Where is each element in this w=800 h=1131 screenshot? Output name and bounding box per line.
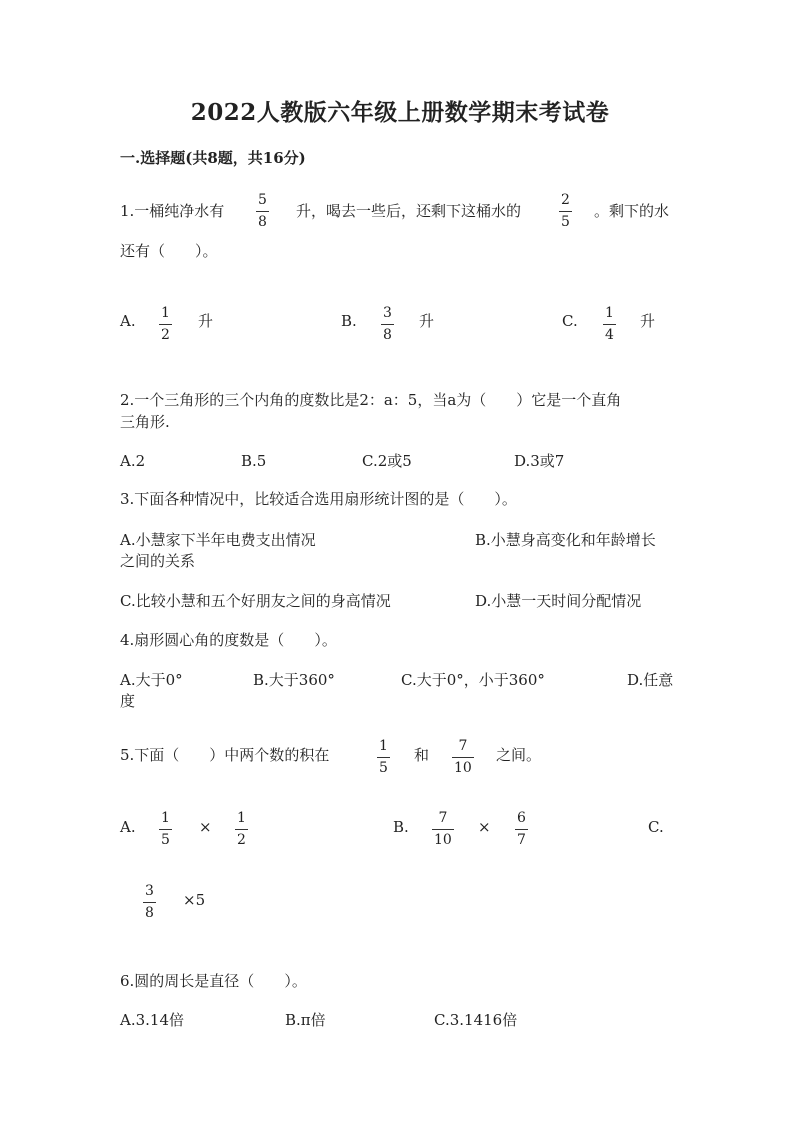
q2-option-d: D.3或7 (514, 452, 565, 470)
q5-option-a-fraction-1 (159, 811, 172, 848)
q6-option-c: C.3.1416倍 (434, 1011, 518, 1029)
fraction-bar (256, 211, 269, 212)
q1-stem-part3: 。剩下的水 (594, 202, 670, 220)
fraction-numerator: 1 (237, 810, 246, 826)
q1-option-c-label: C. (562, 312, 578, 330)
fraction-denominator: 10 (454, 760, 472, 776)
fraction-numerator: 2 (561, 192, 570, 208)
q5-option-b-operator: × (478, 818, 491, 836)
q3-option-c: C.比较小慧和五个好朋友之间的身高情况 (120, 592, 391, 610)
q2-stem-line2: 三角形. (120, 413, 170, 431)
q1-option-b-label: B. (341, 312, 357, 330)
section-heading: 一.选择题(共8题，共16分) (120, 149, 306, 167)
q2-option-b: B.5 (241, 452, 267, 470)
fraction-bar (559, 211, 572, 212)
q5-stem-part1: 5.下面（ ）中两个数的积在 (120, 746, 330, 764)
q5-option-b-label: B. (393, 818, 409, 836)
q1-option-a-label: A. (120, 312, 136, 330)
q6-option-a: A.3.14倍 (120, 1011, 184, 1029)
q1-stem-part2: 升，喝去一些后，还剩下这桶水的 (296, 202, 522, 220)
fraction-numerator: 5 (258, 192, 267, 208)
q5-option-c-label: C. (648, 818, 664, 836)
q1-option-c-unit: 升 (640, 312, 656, 330)
q5-option-a-fraction-2 (235, 811, 248, 848)
q5-stem-part3: 之间。 (496, 746, 542, 764)
fraction-denominator: 5 (379, 760, 388, 776)
fraction-bar (515, 829, 528, 830)
q6-stem: 6.圆的周长是直径（ ）。 (120, 972, 307, 990)
q2-option-c: C.2或5 (362, 452, 412, 470)
q5-fraction-1 (377, 739, 390, 776)
fraction-bar (452, 757, 474, 758)
q1-stem-line2: 还有（ ）。 (120, 242, 218, 260)
q5-stem-part2: 和 (414, 746, 430, 764)
fraction-denominator: 10 (434, 832, 452, 848)
fraction-denominator: 8 (383, 327, 392, 343)
q5-fraction-2 (452, 739, 474, 776)
fraction-bar (381, 324, 394, 325)
q1-option-a-unit: 升 (198, 312, 214, 330)
fraction-denominator: 7 (517, 832, 526, 848)
q4-option-a: A.大于0° (120, 671, 183, 689)
fraction-numerator: 1 (161, 810, 170, 826)
q4-option-c: C.大于0°，小于360° (401, 671, 545, 689)
q4-option-d: D.任意 (627, 671, 674, 689)
q1-option-c-fraction (603, 306, 616, 343)
q1-stem-part1: 1.一桶纯净水有 (120, 202, 225, 220)
q3-option-b: B.小慧身高变化和年龄增长 (475, 531, 656, 549)
fraction-denominator: 2 (161, 327, 170, 343)
q4-option-d-cont: 度 (120, 692, 136, 710)
q1-fraction-1 (256, 193, 269, 230)
q6-option-b: B.π倍 (285, 1011, 326, 1029)
fraction-numerator: 3 (145, 883, 154, 899)
q2-option-a: A.2 (120, 452, 146, 470)
fraction-numerator: 1 (379, 738, 388, 754)
fraction-numerator: 6 (517, 810, 526, 826)
fraction-bar (432, 829, 454, 830)
fraction-numerator: 7 (438, 810, 448, 826)
q5-option-b-fraction-2 (515, 811, 528, 848)
q5-option-b-fraction-1 (432, 811, 454, 848)
q2-stem-line1: 2.一个三角形的三个内角的度数比是2：a：5，当a为（ ）它是一个直角 (120, 391, 622, 409)
q3-option-d: D.小慧一天时间分配情况 (475, 592, 642, 610)
fraction-bar (377, 757, 390, 758)
q5-option-a-operator: × (199, 818, 212, 836)
q5-option-c-tail: ×5 (183, 891, 206, 909)
q4-option-b: B.大于360° (253, 671, 335, 689)
fraction-bar (143, 902, 156, 903)
q1-option-a-fraction (159, 306, 172, 343)
fraction-numerator: 1 (605, 305, 614, 321)
q3-stem: 3.下面各种情况中，比较适合选用扇形统计图的是（ ）。 (120, 490, 517, 508)
q3-option-a: A.小慧家下半年电费支出情况 (120, 531, 316, 549)
fraction-numerator: 1 (161, 305, 170, 321)
fraction-denominator: 8 (145, 905, 154, 921)
fraction-denominator: 5 (161, 832, 170, 848)
fraction-denominator: 5 (561, 214, 570, 230)
q1-option-b-unit: 升 (419, 312, 435, 330)
q5-option-c-fraction (143, 884, 156, 921)
page-title: 2022人教版六年级上册数学期末考试卷 (190, 99, 610, 126)
fraction-denominator: 8 (258, 214, 267, 230)
fraction-denominator: 4 (605, 327, 614, 343)
q1-option-b-fraction (381, 306, 394, 343)
q1-fraction-2 (559, 193, 572, 230)
fraction-bar (235, 829, 248, 830)
fraction-bar (159, 829, 172, 830)
fraction-numerator: 3 (383, 305, 392, 321)
q3-option-a-cont: 之间的关系 (120, 552, 196, 570)
q4-stem: 4.扇形圆心角的度数是（ ）。 (120, 631, 337, 649)
fraction-bar (159, 324, 172, 325)
q5-option-a-label: A. (120, 818, 136, 836)
fraction-denominator: 2 (237, 832, 246, 848)
fraction-bar (603, 324, 616, 325)
fraction-numerator: 7 (458, 738, 468, 754)
